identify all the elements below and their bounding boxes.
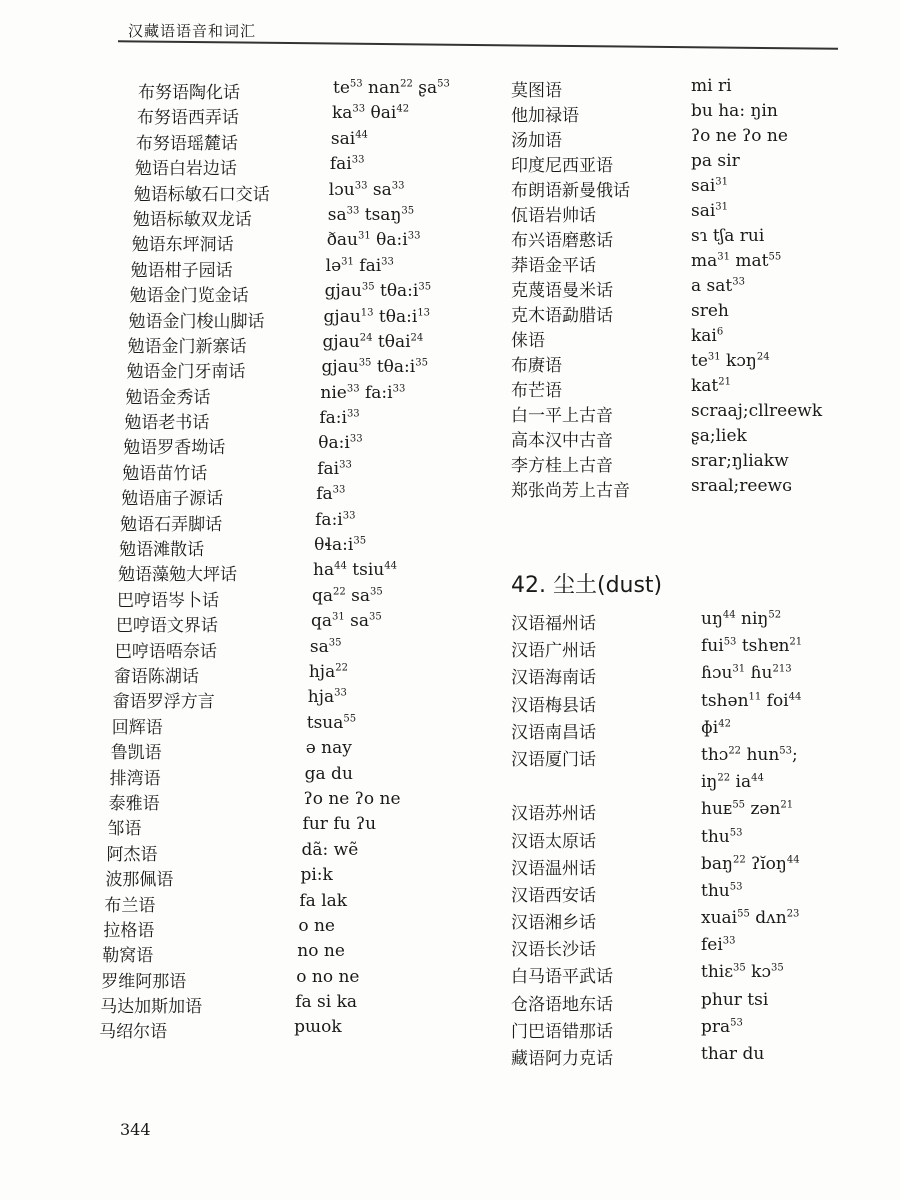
- section-title: 42. 尘土(dust): [511, 573, 663, 598]
- language-name: 勉语标敏石口交话: [133, 184, 270, 205]
- entry-row: [119, 535, 367, 561]
- language-name: 巴哼语唔奈话: [114, 641, 217, 662]
- language-name: 勉语金门览金话: [129, 286, 249, 307]
- word-form: $sa^{35}$: [309, 636, 342, 657]
- entry-row: [118, 560, 397, 586]
- language-name: 排湾语: [109, 768, 161, 789]
- word-form: pɯok: [294, 1017, 342, 1038]
- word-form: sai$^{31}$: [691, 201, 729, 221]
- word-form: o no ne: [296, 966, 360, 987]
- language-name: 鲁凯语: [110, 743, 162, 764]
- word-form: ə nay: [305, 738, 352, 759]
- word-form: ðau$^{31}$ $\theta a:i^{33}$: [326, 230, 421, 251]
- language-name: 勉语苗竹话: [122, 463, 208, 484]
- language-name: 李方桂上古音: [511, 456, 613, 476]
- language-name: 莽语金平话: [511, 256, 596, 276]
- word-form: ɦɔu$^{31}$ ɦu$^{213}$: [701, 663, 792, 684]
- entry-row: [112, 687, 347, 713]
- word-form: $te^{53}$ nan$^{22}$ ʂa$^{53}$: [333, 78, 450, 98]
- language-name: 仓洛语地东话: [511, 994, 613, 1015]
- entry-row: [110, 738, 352, 764]
- word-form: gjau$^{35}$ $t\theta a:i^{35}$: [321, 357, 428, 378]
- word-form: kat$^{21}$: [691, 376, 732, 396]
- language-name: 巴哼语文界话: [115, 616, 218, 637]
- word-form: pi:k: [300, 865, 333, 886]
- language-name: 回辉语: [111, 717, 163, 738]
- entry-row: [114, 636, 342, 662]
- entry-row: [135, 128, 368, 154]
- language-name: 勉语东坪洞话: [131, 235, 234, 256]
- language-name: 汉语温州话: [511, 858, 596, 879]
- entry-row: [100, 992, 358, 1018]
- word-form: a sat$^{33}$: [691, 276, 745, 296]
- language-name: 汤加语: [511, 131, 562, 151]
- entry-row: [130, 255, 394, 281]
- word-form: hja$^{22}$: [308, 661, 348, 682]
- entry-row: [122, 458, 352, 484]
- language-name: 波那佩语: [105, 870, 174, 891]
- language-name: 勉语金门牙南话: [126, 362, 246, 383]
- language-name: 畲语陈湖话: [113, 666, 199, 687]
- word-form: pa sir: [691, 151, 740, 171]
- word-form: kai$^6$: [691, 326, 724, 346]
- word-form: lə$^{31}$ fai$^{33}$: [325, 255, 394, 276]
- word-form: no ne: [297, 941, 345, 962]
- language-name: 拉格语: [103, 920, 155, 941]
- language-name: 汉语厦门话: [511, 749, 596, 770]
- language-name: 藏语阿力克话: [511, 1049, 613, 1069]
- word-form: fa si ka: [295, 992, 358, 1013]
- word-form: thu$^{53}$: [701, 826, 743, 847]
- entry-row: [105, 865, 333, 891]
- language-name: 勉语藻勉大坪话: [118, 565, 238, 586]
- language-name: 勉语滩散话: [119, 540, 205, 561]
- language-name: 汉语广州话: [511, 641, 596, 662]
- language-name: 门巴语错那话: [511, 1021, 613, 1042]
- word-form: fai$^{33}$: [329, 154, 365, 175]
- word-form: sai$^{44}$: [330, 128, 368, 149]
- word-form: sɿ tʃa rui: [691, 226, 765, 246]
- language-name: 汉语海南话: [511, 668, 596, 689]
- entry-row: [107, 814, 377, 840]
- language-name: 马达加斯加语: [100, 997, 203, 1018]
- language-name: 布兴语磨憨话: [511, 231, 613, 251]
- word-form: $\theta ɬa:i^{35}$: [314, 535, 367, 556]
- entry-row: [128, 306, 431, 332]
- header-rule: [118, 40, 838, 50]
- word-form: fur fu ʔu: [302, 814, 377, 835]
- word-form: xuai$^{55}$ dʌn$^{23}$: [701, 908, 800, 929]
- language-name: 勉语标敏双龙话: [132, 209, 252, 230]
- left-column: [99, 78, 450, 1043]
- word-form: gjau$^{35}$ $t\theta a:i^{35}$: [324, 281, 432, 302]
- language-name: 布朗语新曼俄话: [511, 181, 630, 201]
- language-name: 克木语勐腊话: [511, 306, 613, 326]
- word-form: tsua$^{55}$: [306, 712, 357, 733]
- entry-row: [120, 509, 356, 535]
- word-form: thiɛ$^{35}$ kɔ$^{35}$: [701, 962, 784, 983]
- entry-row: [129, 281, 432, 307]
- language-name: 勉语白岩边话: [134, 159, 237, 180]
- language-name: 布努语西弄话: [136, 108, 239, 129]
- entry-row: [132, 204, 415, 230]
- language-name: 布努语瑶麓话: [135, 133, 238, 154]
- word-form: thɔ$^{22}$ hun$^{53}$;: [701, 744, 798, 765]
- word-form: o ne: [298, 915, 335, 936]
- language-name: 勉语金门梭山脚话: [128, 311, 265, 332]
- language-name: 罗维阿那语: [101, 971, 187, 992]
- word-form: $sa^{33}$ tsaŋ$^{35}$: [327, 204, 415, 225]
- entry-row: [133, 179, 405, 205]
- word-form: sreh: [691, 301, 729, 321]
- word-form: ʔo ne ʔo ne: [691, 126, 788, 146]
- running-header: 汉藏语语音和词汇: [128, 22, 257, 40]
- language-name: 勉语罗香坳话: [123, 438, 226, 459]
- word-form: $fa:i^{33}$: [319, 408, 360, 429]
- entry-row: [117, 585, 383, 611]
- entry-row: [111, 712, 357, 738]
- entry-row: [104, 890, 348, 916]
- word-form: tshən$^{11}$ foi$^{44}$: [701, 690, 802, 711]
- word-form: srar;ŋliakw: [691, 451, 789, 471]
- word-form: thu$^{53}$: [701, 880, 743, 901]
- language-name: 郑张尚芳上古音: [511, 481, 630, 501]
- word-form: fai$^{33}$: [317, 458, 352, 479]
- word-form: $\theta a:i^{33}$: [318, 433, 363, 454]
- entry-row: [108, 788, 401, 814]
- language-name: 勉语金门新寨话: [127, 336, 247, 357]
- entry-row: [113, 661, 348, 687]
- entry-row: [124, 408, 360, 434]
- word-form: nie$^{33}$ $fa:i^{33}$: [320, 382, 406, 403]
- language-name: 白马语平武话: [511, 967, 613, 988]
- language-name: 汉语太原话: [511, 831, 596, 852]
- language-name: 俫语: [511, 331, 545, 351]
- word-form: sraal;reewɢ: [691, 476, 792, 496]
- language-name: 勒窝语: [102, 946, 154, 967]
- word-form: $ha^{44}$ tsiu$^{44}$: [313, 560, 397, 581]
- word-form: $iŋ^{22}$ $ia^{44}$: [701, 772, 764, 793]
- entry-row: [115, 611, 382, 637]
- language-name: 巴哼语岑卜话: [117, 590, 219, 611]
- language-name: 汉语梅县话: [511, 695, 596, 716]
- word-form: dã: wẽ: [301, 839, 359, 860]
- word-form: ʂa;liek: [691, 426, 747, 446]
- word-form: sai$^{31}$: [691, 176, 729, 196]
- language-name: 汉语湘乡话: [511, 913, 596, 934]
- language-name: 勉语老书话: [124, 413, 210, 434]
- entry-row: [103, 915, 335, 941]
- entry-row: [109, 763, 353, 789]
- entry-row: [136, 103, 410, 129]
- language-name: 莫图语: [511, 81, 562, 101]
- word-form: bu ha: ŋin: [691, 101, 778, 121]
- language-name: 汉语南昌话: [511, 722, 596, 743]
- word-form: gjau$^{13}$ $t\theta a:i^{13}$: [323, 306, 431, 327]
- word-form: scraaj;cllreewk: [691, 401, 823, 421]
- entry-row: [123, 433, 363, 459]
- word-form: fei$^{33}$: [701, 935, 736, 956]
- language-name: 畲语罗浮方言: [112, 692, 215, 713]
- entry-row: [131, 230, 421, 256]
- word-form: $qa^{22}$ $sa^{35}$: [312, 585, 383, 606]
- word-form: fui$^{53}$ tshɐn$^{21}$: [701, 636, 803, 657]
- language-name: 汉语苏州话: [511, 804, 596, 825]
- language-name: 泰雅语: [108, 793, 160, 814]
- word-form: ɸi$^{42}$: [701, 717, 731, 738]
- word-form: huᴇ$^{55}$ zən$^{21}$: [701, 799, 794, 820]
- word-form: $te^{31}$ kɔŋ$^{24}$: [691, 351, 770, 371]
- entry-row: [106, 839, 359, 865]
- language-name: 勉语金秀话: [125, 387, 211, 408]
- language-name: 布赓语: [511, 356, 562, 376]
- entry-row: [99, 1017, 342, 1043]
- word-form: fa lak: [299, 890, 348, 911]
- language-name: 布兰语: [104, 895, 156, 916]
- entry-row: [127, 331, 424, 357]
- language-name: 勉语柑子园话: [130, 260, 233, 281]
- word-form: $uŋ^{44}$ niŋ$^{52}$: [701, 609, 782, 629]
- word-form: $fa^{33}$: [316, 484, 346, 505]
- language-name: 汉语长沙话: [511, 940, 596, 961]
- word-form: hja$^{33}$: [307, 687, 347, 708]
- language-name: 佤语岩帅话: [511, 206, 596, 226]
- language-name: 汉语西安话: [511, 885, 596, 906]
- language-name: 勉语石弄脚话: [120, 514, 223, 535]
- language-name: 汉语福州话: [511, 614, 596, 634]
- language-name: 他加禄语: [511, 106, 579, 126]
- language-name: 高本汉中古音: [511, 431, 613, 451]
- word-form: lɔu$^{33}$ $sa^{33}$: [328, 179, 405, 200]
- word-form: $ma^{31}$ mat$^{55}$: [691, 251, 782, 271]
- language-name: 阿杰语: [106, 844, 158, 865]
- language-name: 布努语陶化话: [138, 83, 240, 103]
- entry-row: [134, 154, 365, 180]
- word-form: phur tsi: [701, 989, 769, 1010]
- page-number: 344: [120, 1120, 151, 1139]
- language-name: 马绍尔语: [99, 1022, 168, 1043]
- word-form: $qa^{31}$ $sa^{35}$: [310, 611, 382, 632]
- language-name: 印度尼西亚语: [511, 156, 613, 176]
- word-form: mi ri: [691, 76, 732, 96]
- language-name: 克蔑语曼米话: [511, 281, 613, 301]
- entry-row: [125, 382, 406, 408]
- word-form: ga du: [304, 763, 353, 784]
- entry-row: [102, 941, 345, 967]
- word-form: baŋ$^{22}$ ʔĭoŋ$^{44}$: [701, 853, 800, 874]
- language-name: 白一平上古音: [511, 406, 613, 426]
- word-form: pra$^{53}$: [701, 1016, 743, 1037]
- entry-row: [101, 966, 360, 992]
- language-name: 勉语庙子源话: [121, 489, 224, 510]
- language-name: 布芒语: [511, 381, 562, 401]
- entry-row: [126, 357, 428, 383]
- language-name: 邹语: [107, 819, 142, 840]
- word-form: $fa:i^{33}$: [315, 509, 356, 530]
- entry-row: [121, 484, 346, 510]
- word-form: $ka^{33}$ θai$^{42}$: [331, 103, 410, 124]
- word-form: gjau$^{24}$ tθai$^{24}$: [322, 331, 424, 352]
- word-form: thar du: [701, 1044, 765, 1064]
- word-form: ʔo ne ʔo ne: [303, 788, 401, 809]
